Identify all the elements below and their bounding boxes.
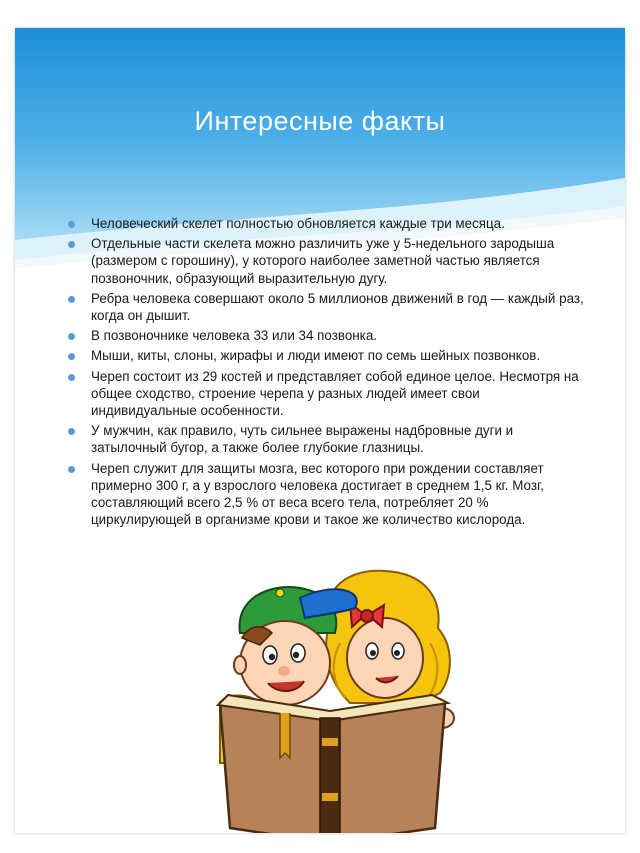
list-item (65, 368, 585, 420)
bullet-icon (68, 296, 75, 303)
slide (15, 28, 625, 833)
bullet-icon (68, 374, 75, 381)
list-item (65, 422, 585, 456)
fact-text: В позвоночнике человека 33 или 34 позвонка. (91, 328, 377, 344)
bullet-icon (68, 241, 75, 248)
fact-text: Отдельные части скелета можно различить уже у 5-недельного зародыша (размером с горошину), у которого наиболее заметной частью является позвоночник, образующий выразительную дугу. (91, 236, 555, 286)
fact-text: Человеческий скелет полностью обновляется каждые три месяца. (91, 216, 505, 231)
slide-title: Интересные факты (194, 106, 446, 136)
fact-text: Мыши, киты, слоны, жирафы и люди имеют по семь шейных позвонков. (91, 348, 541, 364)
list-item (65, 347, 585, 364)
list-item (65, 460, 585, 529)
fact-text: Череп состоит из 29 костей и представляет собой единое целое. Несмотря на общее сходство, строение черепа у разных людей имеет свои индивидуальные особенности. (91, 368, 579, 419)
bullet-icon (68, 353, 75, 360)
list-item (65, 290, 585, 324)
list-item (65, 327, 585, 344)
list-item (65, 215, 585, 232)
bullet-icon (68, 466, 75, 473)
bullet-icon (68, 428, 75, 435)
facts-list (65, 215, 585, 531)
fact-text: Череп служит для защиты мозга, вес которого при рождении составляет примерно 300 г, а у взрослого человека достигает в среднем 1,5 кг. Мозг, составляющий всего 2,5 % от веса всего тела, потребляет 20 % циркулирующей в организме крови и такое же количество кислорода. (91, 460, 544, 528)
children-reading-book-icon (180, 553, 480, 833)
fact-text: Ребра человека совершают около 5 миллионов движений в год — каждый раз, когда он дышит. (91, 290, 584, 324)
fact-text: У мужчин, как правило, чуть сильнее выражены надбровные дуги и затылочный бугор, а также более глубокие глазницы. (91, 423, 514, 456)
list-item (65, 235, 585, 287)
bullet-icon (68, 221, 75, 228)
bullet-icon (68, 333, 75, 340)
